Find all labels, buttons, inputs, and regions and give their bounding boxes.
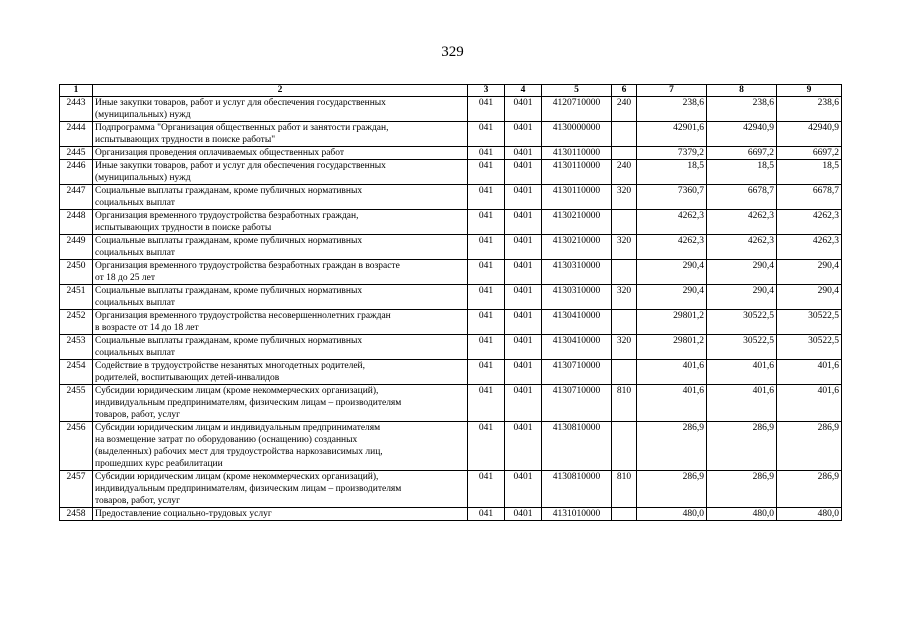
row-description — [93, 185, 468, 210]
table-row — [60, 508, 842, 521]
description-line: Организация временного трудоустройства несовершеннолетних граждан — [95, 311, 391, 321]
ministry-code: 041 — [468, 235, 505, 260]
amount-col-7: 286,9 — [637, 471, 707, 508]
section-code: 0401 — [505, 360, 542, 385]
row-number: 2445 — [60, 147, 93, 160]
table-row — [60, 285, 842, 310]
target-article-code: 4131010000 — [542, 508, 612, 521]
target-article-code: 4130210000 — [542, 210, 612, 235]
section-code: 0401 — [505, 147, 542, 160]
amount-col-8: 30522,5 — [707, 310, 777, 335]
ministry-code: 041 — [468, 122, 505, 147]
row-number: 2455 — [60, 385, 93, 422]
column-header-9: 9 — [777, 85, 842, 97]
amount-col-9: 286,9 — [777, 422, 842, 471]
section-code: 0401 — [505, 97, 542, 122]
amount-col-9: 4262,3 — [777, 210, 842, 235]
amount-col-7: 290,4 — [637, 285, 707, 310]
target-article-code: 4130110000 — [542, 160, 612, 185]
description-line: Социальные выплаты гражданам, кроме публичных нормативных — [95, 186, 363, 196]
amount-col-9: 4262,3 — [777, 235, 842, 260]
ministry-code: 041 — [468, 385, 505, 422]
description-line: испытывающих трудности в поиске работы" — [95, 135, 276, 145]
amount-col-8: 290,4 — [707, 260, 777, 285]
amount-col-9: 401,6 — [777, 385, 842, 422]
description-line: прошедших курс реабилитации — [95, 459, 223, 469]
section-code: 0401 — [505, 122, 542, 147]
target-article-code: 4130710000 — [542, 360, 612, 385]
row-description — [93, 360, 468, 385]
description-line: Субсидии юридическим лицам (кроме некоммерческих организаций), — [95, 472, 379, 482]
amount-col-7: 401,6 — [637, 360, 707, 385]
description-line: Социальные выплаты гражданам, кроме публичных нормативных — [95, 236, 363, 246]
table-row — [60, 260, 842, 285]
header-row — [60, 85, 842, 97]
table-row — [60, 471, 842, 508]
amount-col-9: 238,6 — [777, 97, 842, 122]
row-description — [93, 335, 468, 360]
row-number: 2449 — [60, 235, 93, 260]
row-description — [93, 471, 468, 508]
section-code: 0401 — [505, 185, 542, 210]
amount-col-9: 290,4 — [777, 285, 842, 310]
description-line: социальных выплат — [95, 348, 175, 358]
description-line: социальных выплат — [95, 248, 175, 258]
row-description — [93, 147, 468, 160]
expense-type-code: 320 — [612, 285, 637, 310]
description-line: социальных выплат — [95, 298, 175, 308]
column-header-7: 7 — [637, 85, 707, 97]
ministry-code: 041 — [468, 360, 505, 385]
section-code: 0401 — [505, 310, 542, 335]
amount-col-7: 18,5 — [637, 160, 707, 185]
row-description — [93, 385, 468, 422]
table-row — [60, 310, 842, 335]
amount-col-7: 4262,3 — [637, 210, 707, 235]
target-article-code: 4130000000 — [542, 122, 612, 147]
target-article-code: 4130310000 — [542, 260, 612, 285]
column-header-1: 1 — [60, 85, 93, 97]
ministry-code: 041 — [468, 471, 505, 508]
row-number: 2443 — [60, 97, 93, 122]
amount-col-8: 290,4 — [707, 285, 777, 310]
ministry-code: 041 — [468, 310, 505, 335]
table-row — [60, 210, 842, 235]
row-number: 2444 — [60, 122, 93, 147]
description-line: от 18 до 25 лет — [95, 273, 155, 283]
section-code: 0401 — [505, 285, 542, 310]
row-description — [93, 260, 468, 285]
description-line: родителей, воспитывающих детей-инвалидов — [95, 373, 280, 383]
amount-col-8: 238,6 — [707, 97, 777, 122]
page-number: 329 — [441, 44, 464, 60]
expense-type-code: 320 — [612, 335, 637, 360]
table-row — [60, 422, 842, 471]
amount-col-9: 290,4 — [777, 260, 842, 285]
column-header-6: 6 — [612, 85, 637, 97]
expense-type-code: 240 — [612, 97, 637, 122]
description-line: товаров, работ, услуг — [95, 410, 181, 420]
target-article-code: 4130110000 — [542, 147, 612, 160]
row-description — [93, 122, 468, 147]
ministry-code: 041 — [468, 147, 505, 160]
description-line: Организация проведения оплачиваемых общественных работ — [95, 148, 345, 158]
amount-col-7: 29801,2 — [637, 310, 707, 335]
description-line: испытывающих трудности в поиске работы — [95, 223, 272, 233]
column-header-8: 8 — [707, 85, 777, 97]
row-number: 2448 — [60, 210, 93, 235]
amount-col-8: 4262,3 — [707, 235, 777, 260]
target-article-code: 4130410000 — [542, 335, 612, 360]
amount-col-7: 42901,6 — [637, 122, 707, 147]
description-line: Социальные выплаты гражданам, кроме публичных нормативных — [95, 286, 363, 296]
amount-col-8: 286,9 — [707, 471, 777, 508]
amount-col-8: 6678,7 — [707, 185, 777, 210]
ministry-code: 041 — [468, 422, 505, 471]
amount-col-8: 401,6 — [707, 360, 777, 385]
expense-type-code — [612, 260, 637, 285]
amount-col-8: 4262,3 — [707, 210, 777, 235]
amount-col-7: 480,0 — [637, 508, 707, 521]
expense-type-code — [612, 310, 637, 335]
expense-type-code: 810 — [612, 385, 637, 422]
row-number: 2446 — [60, 160, 93, 185]
column-header-4: 4 — [505, 85, 542, 97]
amount-col-7: 4262,3 — [637, 235, 707, 260]
ministry-code: 041 — [468, 185, 505, 210]
expense-type-code — [612, 122, 637, 147]
section-code: 0401 — [505, 335, 542, 360]
description-line: Содействие в трудоустройстве незанятых многодетных родителей, — [95, 361, 366, 371]
column-header-5: 5 — [542, 85, 612, 97]
target-article-code: 4130210000 — [542, 235, 612, 260]
amount-col-8: 42940,9 — [707, 122, 777, 147]
amount-col-9: 30522,5 — [777, 310, 842, 335]
description-line: Предоставление социально-трудовых услуг — [95, 509, 272, 519]
description-line: Иные закупки товаров, работ и услуг для обеспечения государственных — [95, 161, 386, 171]
amount-col-7: 7379,2 — [637, 147, 707, 160]
ministry-code: 041 — [468, 335, 505, 360]
amount-col-9: 480,0 — [777, 508, 842, 521]
amount-col-9: 18,5 — [777, 160, 842, 185]
section-code: 0401 — [505, 260, 542, 285]
table-row — [60, 97, 842, 122]
section-code: 0401 — [505, 422, 542, 471]
amount-col-9: 6697,2 — [777, 147, 842, 160]
amount-col-7: 286,9 — [637, 422, 707, 471]
row-description — [93, 508, 468, 521]
target-article-code: 4120710000 — [542, 97, 612, 122]
expense-type-code — [612, 147, 637, 160]
expense-type-code — [612, 508, 637, 521]
row-description — [93, 422, 468, 471]
table-row — [60, 235, 842, 260]
section-code: 0401 — [505, 210, 542, 235]
description-line: индивидуальным предпринимателям, физическим лицам – производителям — [95, 484, 402, 494]
description-line: Организация временного трудоустройства безработных граждан, — [95, 211, 359, 221]
section-code: 0401 — [505, 160, 542, 185]
amount-col-9: 286,9 — [777, 471, 842, 508]
target-article-code: 4130710000 — [542, 385, 612, 422]
row-number: 2452 — [60, 310, 93, 335]
description-line: социальных выплат — [95, 198, 175, 208]
row-number: 2456 — [60, 422, 93, 471]
description-line: (муниципальных) нужд — [95, 173, 191, 183]
expense-type-code: 320 — [612, 185, 637, 210]
description-line: в возрасте от 14 до 18 лет — [95, 323, 199, 333]
section-code: 0401 — [505, 235, 542, 260]
table-row — [60, 360, 842, 385]
row-description — [93, 210, 468, 235]
ministry-code: 041 — [468, 210, 505, 235]
description-line: индивидуальным предпринимателям, физическим лицам – производителям — [95, 398, 402, 408]
section-code: 0401 — [505, 385, 542, 422]
description-line: Организация временного трудоустройства безработных граждан в возрасте — [95, 261, 400, 271]
amount-col-8: 286,9 — [707, 422, 777, 471]
ministry-code: 041 — [468, 260, 505, 285]
description-line: Иные закупки товаров, работ и услуг для обеспечения государственных — [95, 98, 386, 108]
row-number: 2451 — [60, 285, 93, 310]
budget-table — [59, 84, 842, 521]
ministry-code: 041 — [468, 508, 505, 521]
amount-col-9: 42940,9 — [777, 122, 842, 147]
target-article-code: 4130410000 — [542, 310, 612, 335]
table-row — [60, 185, 842, 210]
amount-col-9: 30522,5 — [777, 335, 842, 360]
row-number: 2447 — [60, 185, 93, 210]
description-line: Субсидии юридическим лицам (кроме некоммерческих организаций), — [95, 386, 379, 396]
row-description — [93, 97, 468, 122]
amount-col-7: 401,6 — [637, 385, 707, 422]
table-row — [60, 335, 842, 360]
description-line: (муниципальных) нужд — [95, 110, 191, 120]
amount-col-7: 238,6 — [637, 97, 707, 122]
row-number: 2458 — [60, 508, 93, 521]
expense-type-code: 240 — [612, 160, 637, 185]
amount-col-7: 290,4 — [637, 260, 707, 285]
target-article-code: 4130810000 — [542, 422, 612, 471]
row-number: 2453 — [60, 335, 93, 360]
row-description — [93, 310, 468, 335]
description-line: товаров, работ, услуг — [95, 496, 181, 506]
amount-col-7: 7360,7 — [637, 185, 707, 210]
target-article-code: 4130810000 — [542, 471, 612, 508]
expense-type-code — [612, 360, 637, 385]
amount-col-8: 6697,2 — [707, 147, 777, 160]
expense-type-code — [612, 422, 637, 471]
amount-col-9: 401,6 — [777, 360, 842, 385]
row-number: 2450 — [60, 260, 93, 285]
row-description — [93, 285, 468, 310]
table-row — [60, 160, 842, 185]
amount-col-8: 401,6 — [707, 385, 777, 422]
description-line: Субсидии юридическим лицам и индивидуальным предпринимателям — [95, 423, 381, 433]
table-body — [60, 97, 842, 521]
target-article-code: 4130110000 — [542, 185, 612, 210]
expense-type-code — [612, 210, 637, 235]
expense-type-code: 810 — [612, 471, 637, 508]
amount-col-9: 6678,7 — [777, 185, 842, 210]
column-header-3: 3 — [468, 85, 505, 97]
ministry-code: 041 — [468, 160, 505, 185]
expense-type-code: 320 — [612, 235, 637, 260]
table-row — [60, 385, 842, 422]
row-description — [93, 235, 468, 260]
amount-col-8: 18,5 — [707, 160, 777, 185]
description-line: (выделенных) рабочих мест для трудоустройства наркозависимых лиц, — [95, 447, 383, 457]
amount-col-8: 480,0 — [707, 508, 777, 521]
column-header-2: 2 — [93, 85, 468, 97]
ministry-code: 041 — [468, 97, 505, 122]
amount-col-8: 30522,5 — [707, 335, 777, 360]
section-code: 0401 — [505, 508, 542, 521]
row-description — [93, 160, 468, 185]
row-number: 2454 — [60, 360, 93, 385]
section-code: 0401 — [505, 471, 542, 508]
description-line: на возмещение затрат по оборудованию (оснащению) созданных — [95, 435, 358, 445]
description-line: Социальные выплаты гражданам, кроме публичных нормативных — [95, 336, 363, 346]
table-row — [60, 122, 842, 147]
table-row — [60, 147, 842, 160]
ministry-code: 041 — [468, 285, 505, 310]
amount-col-7: 29801,2 — [637, 335, 707, 360]
row-number: 2457 — [60, 471, 93, 508]
target-article-code: 4130310000 — [542, 285, 612, 310]
description-line: Подпрограмма "Организация общественных работ и занятости граждан, — [95, 123, 389, 133]
